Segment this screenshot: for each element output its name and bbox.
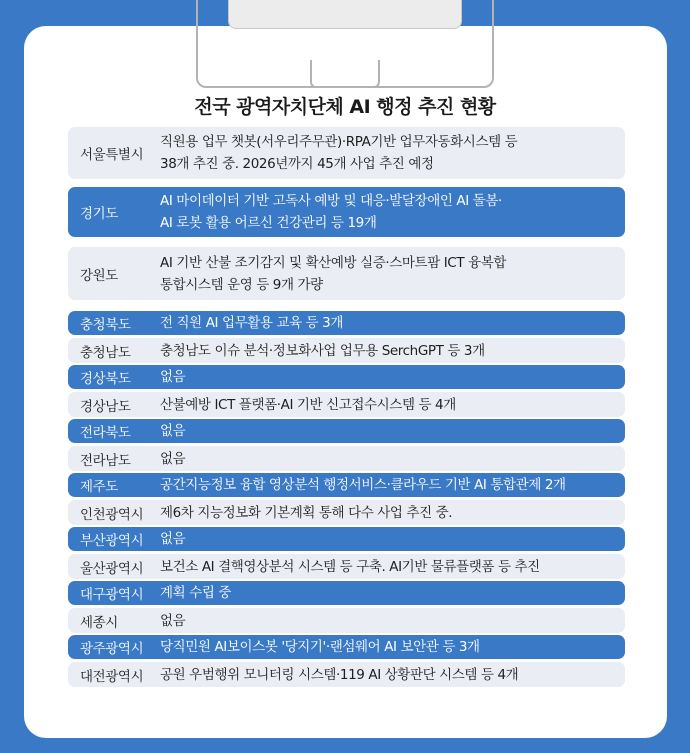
table-row-gyeongnam — [68, 392, 625, 417]
table-row-gyeonggi — [68, 187, 625, 237]
region-description: 제6차 지능정보화 기본계획 통해 다수 사업 추진 중. — [160, 504, 453, 521]
region-description: 당직민원 AI보이스봇 '당지기'·랜섬웨어 AI 보안관 등 3개 — [160, 639, 480, 655]
region-description — [160, 190, 625, 234]
region-label: 전라남도 — [80, 452, 131, 469]
region-label: 경기도 — [80, 206, 118, 222]
region-label: 충청남도 — [80, 344, 131, 361]
description-line: AI 마이데이터 기반 고독사 예방 및 대응·발달장애인 AI 돌봄· — [160, 193, 502, 209]
description-line: 38개 추진 중. 2026년까지 45개 사업 추진 예정 — [160, 156, 434, 172]
table-row-ulsan — [68, 554, 625, 579]
region-label: 부산광역시 — [80, 533, 144, 549]
table-row-daegu — [68, 581, 625, 605]
region-label: 전라북도 — [80, 425, 131, 441]
region-label: 강원도 — [80, 267, 118, 284]
region-label: 세종시 — [80, 614, 118, 631]
region-label: 대구광역시 — [80, 587, 144, 603]
table-row-gangwon — [68, 247, 625, 300]
region-label: 충청북도 — [80, 317, 131, 333]
description-line: AI 기반 산불 조기감지 및 확산예방 실증·스마트팜 ICT 융복합 — [160, 254, 506, 271]
page-title: 전국 광역자치단체 AI 행정 추진 현황 — [194, 96, 496, 118]
region-label: 경상북도 — [80, 371, 131, 387]
description-line: 직원용 업무 챗봇(서우리주무관)·RPA기반 업무자동화시스템 등 — [160, 134, 518, 150]
region-description: 없음 — [160, 612, 186, 629]
region-label: 제주도 — [80, 479, 118, 495]
description-line: 통합시스템 운영 등 9개 가량 — [160, 276, 323, 293]
table-row-jeonbuk — [68, 419, 625, 443]
clipboard-clip-plate — [228, 0, 462, 29]
region-description: 없음 — [160, 369, 186, 385]
region-description: 없음 — [160, 450, 186, 467]
table-row-jeonnam — [68, 446, 625, 471]
region-description: 산불예방 ICT 플랫폼·AI 기반 신고접수시스템 등 4개 — [160, 396, 456, 413]
table-row-busan — [68, 527, 625, 551]
region-description: 충청남도 이슈 분석·정보화사업 업무용 SerchGPT 등 3개 — [160, 342, 485, 359]
region-description — [160, 252, 625, 296]
table-row-chungbuk — [68, 311, 625, 335]
region-description: 공원 우범행위 모니터링 시스템·119 AI 상황판단 시스템 등 4개 — [160, 666, 519, 683]
region-description: 없음 — [160, 423, 186, 439]
region-label: 서울특별시 — [80, 147, 144, 163]
table-row-jeju — [68, 473, 625, 497]
description-line: AI 로봇 활용 어르신 건강관리 등 19개 — [160, 215, 377, 231]
region-description: 보건소 AI 결핵영상분석 시스템 등 구축. AI기반 물류플랫폼 등 추진 — [160, 558, 540, 575]
table-row-gwangju — [68, 635, 625, 659]
table-row-daejeon — [68, 662, 625, 687]
table-row-incheon — [68, 500, 625, 525]
region-description: 계획 수립 중 — [160, 585, 231, 601]
region-label: 광주광역시 — [80, 641, 144, 657]
region-description: 전 직원 AI 업무활용 교육 등 3개 — [160, 315, 344, 331]
table-row-sejong — [68, 608, 625, 633]
region-description: 없음 — [160, 531, 186, 547]
table-row-gyeongbuk — [68, 365, 625, 389]
region-description: 공간지능정보 융합 영상분석 행정서비스·클라우드 기반 AI 통합관제 2개 — [160, 477, 566, 493]
region-label: 울산광역시 — [80, 560, 144, 577]
table-row-seoul — [68, 127, 625, 179]
region-label: 인천광역시 — [80, 506, 144, 523]
region-description — [160, 131, 625, 175]
clipboard-clip-tab — [310, 60, 380, 88]
region-label: 경상남도 — [80, 398, 131, 415]
region-label: 대전광역시 — [80, 668, 144, 685]
table-row-chungnam — [68, 338, 625, 363]
